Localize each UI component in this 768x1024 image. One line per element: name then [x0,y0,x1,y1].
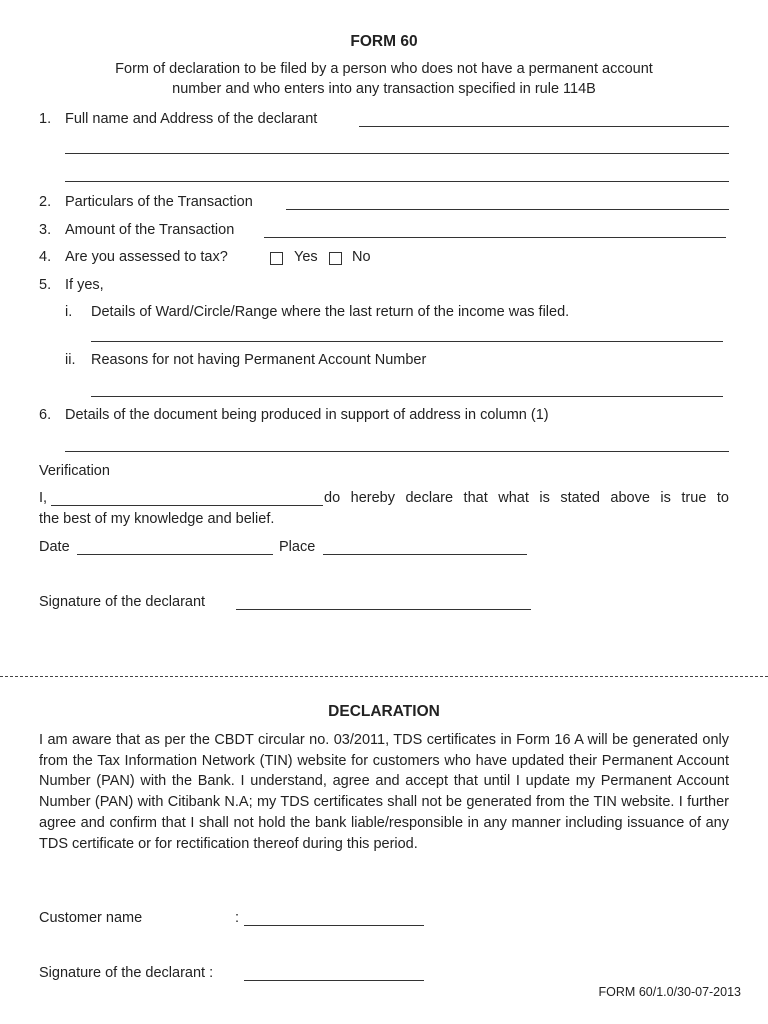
cut-line-divider [0,676,768,677]
place-label: Place [279,539,316,555]
verification-heading: Verification [39,463,110,479]
customer-name-colon: : [235,910,240,926]
declaration-heading: DECLARATION [328,703,440,720]
verification-statement: do hereby declare that what is stated above is true to [324,490,729,506]
verification-prefix: I, [39,490,48,506]
no-label: No [352,249,371,265]
item-number: 4. [39,249,52,265]
full-name-address-field-line3[interactable] [65,181,729,182]
verification-statement-line2: the best of my knowledge and belief. [39,511,275,527]
assessed-to-tax-label: Are you assessed to tax? [65,249,228,265]
if-yes-label: If yes, [65,277,104,293]
form-title: FORM 60 [350,33,418,50]
place-field[interactable] [323,554,527,555]
declaration-signature-field[interactable] [244,980,424,981]
ward-circle-range-field[interactable] [91,341,723,342]
transaction-particulars-label: Particulars of the Transaction [65,194,253,210]
full-name-address-label: Full name and Address of the declarant [65,111,318,127]
item-number: 6. [39,407,52,423]
yes-label: Yes [294,249,318,265]
date-label: Date [39,539,70,555]
declaration-signature-label: Signature of the declarant : [39,965,214,981]
transaction-particulars-field[interactable] [286,209,729,210]
no-pan-reason-label: Reasons for not having Permanent Account Number [91,352,427,368]
no-checkbox[interactable] [329,252,342,265]
customer-name-label: Customer name [39,910,143,926]
full-name-address-field[interactable] [359,126,729,127]
date-field[interactable] [77,554,273,555]
ward-circle-range-label: Details of Ward/Circle/Range where the last return of the income was filed. [91,304,570,320]
address-document-label: Details of the document being produced in support of address in column (1) [65,407,549,423]
item-number: 2. [39,194,52,210]
transaction-amount-field[interactable] [264,237,726,238]
sub-item-number: ii. [65,352,76,368]
form-subtitle-line1: Form of declaration to be filed by a person who does not have a permanent account [115,61,653,77]
item-number: 5. [39,277,52,293]
full-name-address-field-line2[interactable] [65,153,729,154]
customer-name-field[interactable] [244,925,424,926]
transaction-amount-label: Amount of the Transaction [65,222,235,238]
signature-field[interactable] [236,609,531,610]
sub-item-number: i. [65,304,73,320]
form-version-code: FORM 60/1.0/30-07-2013 [598,985,741,999]
signature-label: Signature of the declarant [39,594,206,610]
form-subtitle-line2: number and who enters into any transaction specified in rule 114B [172,81,596,97]
item-number: 3. [39,222,52,238]
declaration-body: I am aware that as per the CBDT circular no. 03/2011, TDS certificates in Form 16 A will be generated only from the Tax Information Network (TIN) website for customers who have updated their Permanent Account Number (PAN) with the Bank. I understand, agree and accept that until I update my Permanent Account Number (PAN) with Citibank N.A; my TDS certificates shall not be generated from the TIN website. I further agree and confirm that I shall not hold the bank liable/responsible in any manner including issuance of any TDS certificate or for rectification thereof during this period. [39,732,729,852]
no-pan-reason-field[interactable] [91,396,723,397]
declarant-name-field[interactable] [51,505,323,506]
yes-checkbox[interactable] [270,252,283,265]
item-number: 1. [39,111,52,127]
address-document-field[interactable] [65,451,729,452]
